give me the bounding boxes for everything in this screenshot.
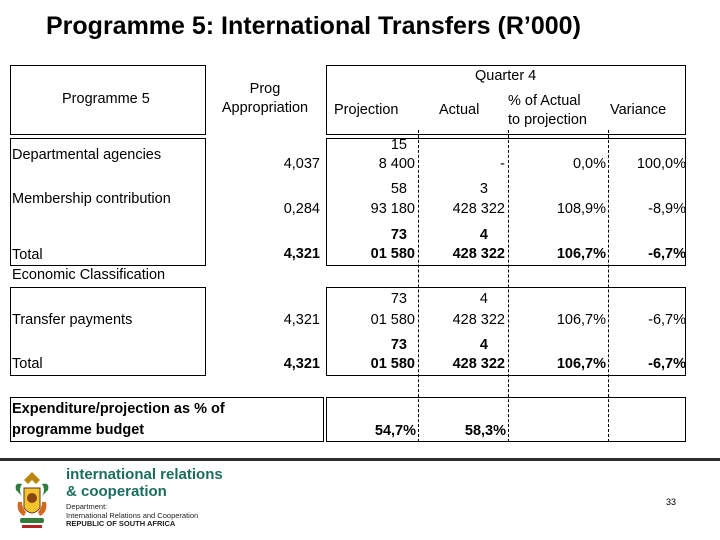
header-pct-line1: % of Actual	[508, 93, 581, 109]
row-label: Membership contribution	[12, 191, 171, 207]
row-label: Departmental agencies	[12, 147, 162, 163]
column-separator	[608, 130, 609, 442]
row-actual-line2: 428 322	[452, 246, 505, 262]
dept-line1: Department:	[66, 502, 108, 511]
row-actual-line2: 428 322	[452, 201, 505, 217]
row-appropriation: 4,321	[283, 356, 320, 372]
column-separator	[508, 130, 509, 442]
dept-line2: International Relations and Cooperation	[66, 510, 199, 520]
expenditure-actual-pct: 58,3%	[464, 423, 506, 439]
page-title: Programme 5: International Transfers (R’000)	[46, 12, 581, 40]
row-appropriation: 0,284	[283, 201, 320, 217]
row-pct: 0,0%	[572, 156, 606, 172]
row-projection-line2: 01 580	[370, 312, 415, 328]
expenditure-label-line2: programme budget	[12, 422, 145, 438]
row-actual-line1: 4	[479, 227, 488, 243]
column-separator	[418, 130, 419, 442]
expenditure-projection-pct: 54,7%	[374, 423, 416, 439]
row-pct: 106,7%	[556, 246, 606, 262]
row-actual-line1: -	[500, 156, 505, 172]
row-variance: 100,0%	[636, 156, 686, 172]
row-projection-line2: 01 580	[370, 246, 415, 262]
row-actual-line2: 428 322	[452, 356, 505, 372]
header-projection: Projection	[334, 102, 399, 118]
row-appropriation: 4,321	[283, 312, 320, 328]
row-variance: -6,7%	[648, 246, 686, 262]
header-quarter: Quarter 4	[475, 68, 537, 84]
economic-classification-heading: Economic Classification	[12, 267, 166, 283]
row-actual-line1: 3	[479, 181, 488, 197]
row-pct: 106,7%	[556, 312, 606, 328]
row-projection-line1: 73	[390, 227, 407, 243]
expenditure-label-line1: Expenditure/projection as % of	[12, 401, 225, 417]
row-pct: 108,9%	[556, 201, 606, 217]
row-label: Total	[12, 247, 43, 263]
row-projection-line1: 15	[390, 137, 407, 153]
footer-divider	[0, 458, 720, 461]
row-pct: 106,7%	[556, 356, 606, 372]
row-variance: -8,9%	[648, 201, 686, 217]
header-prog-line2: Appropriation	[221, 100, 309, 116]
row-projection-line1: 73	[390, 291, 407, 307]
row-variance: -6,7%	[648, 312, 686, 328]
row-actual-line1: 4	[479, 291, 488, 307]
row-projection-line2: 8 400	[378, 156, 415, 172]
row-projection-line1: 73	[390, 337, 407, 353]
page-number: 33	[666, 497, 677, 507]
header-actual: Actual	[439, 102, 480, 118]
header-programme: Programme 5	[62, 91, 150, 107]
row-label: Total	[12, 356, 43, 372]
row-projection-line2: 93 180	[370, 201, 415, 217]
header-pct-line2: to projection	[508, 112, 587, 128]
row-projection-line2: 01 580	[370, 356, 415, 372]
row-appropriation: 4,037	[283, 156, 320, 172]
department-text	[66, 503, 198, 529]
row-variance: -6,7%	[648, 356, 686, 372]
row-label: Transfer payments	[12, 312, 133, 328]
header-variance: Variance	[610, 102, 667, 118]
row-projection-line1: 58	[390, 181, 407, 197]
header-prog-line1: Prog	[249, 81, 281, 97]
row-actual-line1: 4	[479, 337, 488, 353]
dept-line3: REPUBLIC OF SOUTH AFRICA	[66, 519, 176, 528]
org-name-line2: & cooperation	[66, 483, 167, 500]
row-actual-line2: 428 322	[452, 312, 505, 328]
row-appropriation: 4,321	[283, 246, 320, 262]
coat-of-arms-icon	[10, 468, 54, 532]
org-name-line1: international relations	[66, 466, 223, 483]
